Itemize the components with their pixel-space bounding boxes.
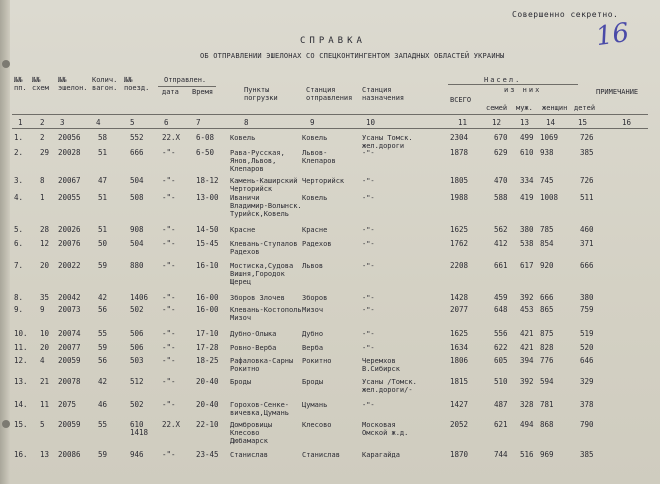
header-col-2 [32, 76, 49, 92]
departure-date-cell: -"- [162, 193, 176, 202]
row-number-cell: 3. [14, 176, 24, 185]
children-cell: 726 [580, 176, 594, 185]
train-number-cell: 508 [130, 193, 144, 202]
families-cell: 459 [494, 293, 508, 302]
departure-date-cell: -"- [162, 225, 176, 234]
column-number: 12 [492, 118, 502, 127]
departure-time-cell: 22-10 [196, 420, 219, 429]
departure-time-cell: 20-40 [196, 377, 219, 386]
children-cell: 385 [580, 450, 594, 459]
echelon-number-cell: 20026 [58, 225, 81, 234]
loading-points-cell: Камень-Каширский Черторийск [230, 177, 298, 193]
column-number: 16 [622, 118, 632, 127]
loading-points-cell: Зборов Злочев [230, 294, 285, 302]
departure-date-cell: 22.X [162, 420, 181, 429]
scheme-number-cell: 20 [40, 343, 50, 352]
header-col-1-text: №№ пп. [14, 76, 27, 92]
children-cell: 329 [580, 377, 594, 386]
children-cell: 726 [580, 133, 594, 142]
departure-date-cell: -"- [162, 400, 176, 409]
row-number-cell: 7. [14, 261, 24, 270]
scheme-number-cell: 9 [40, 305, 45, 314]
train-number-cell: 946 [130, 450, 144, 459]
women-cell: 875 [540, 329, 554, 338]
header-col-10-text: Станция назначения [362, 86, 405, 102]
departure-date-cell: -"- [162, 329, 176, 338]
departure-date-cell: -"- [162, 176, 176, 185]
total-people-cell: 1625 [450, 329, 469, 338]
total-people-cell: 2077 [450, 305, 469, 314]
row-number-cell: 9. [14, 305, 24, 314]
destination-station-cell: -"- [362, 344, 375, 352]
scheme-number-cell: 1 [40, 193, 45, 202]
destination-station-cell: Черемхов В.Сибирск [362, 357, 400, 373]
departure-date-cell: -"- [162, 450, 176, 459]
column-number: 9 [310, 118, 315, 127]
total-people-cell: 2208 [450, 261, 469, 270]
families-cell: 629 [494, 148, 508, 157]
women-cell: 1008 [540, 193, 559, 202]
wagon-count-cell: 56 [98, 305, 108, 314]
women-cell: 781 [540, 400, 554, 409]
departure-station-cell: Зборов [302, 294, 328, 302]
men-cell: 421 [520, 329, 534, 338]
header-col-14: женщин [542, 104, 568, 112]
families-cell: 470 [494, 176, 508, 185]
men-cell: 380 [520, 225, 534, 234]
total-people-cell: 1988 [450, 193, 469, 202]
families-cell: 744 [494, 450, 508, 459]
families-cell: 621 [494, 420, 508, 429]
train-number-cell: 504 [130, 176, 144, 185]
column-number: 5 [130, 118, 135, 127]
total-people-cell: 1625 [450, 225, 469, 234]
departure-time-cell: 15-45 [196, 239, 219, 248]
men-cell: 453 [520, 305, 534, 314]
departure-time-cell: 17-10 [196, 329, 219, 338]
departure-station-cell: Броды [302, 378, 324, 386]
wagon-count-cell: 47 [98, 176, 108, 185]
row-number-cell: 10. [14, 329, 28, 338]
destination-station-cell: -"- [362, 330, 375, 338]
scheme-number-cell: 13 [40, 450, 50, 459]
families-cell: 556 [494, 329, 508, 338]
departure-date-cell: -"- [162, 377, 176, 386]
loading-points-cell: Ровно-Верба [230, 344, 277, 352]
children-cell: 790 [580, 420, 594, 429]
header-iz-nih: из них [504, 86, 542, 94]
departure-station-cell: Мизоч [302, 306, 324, 314]
destination-station-cell: -"- [362, 240, 375, 248]
total-people-cell: 1806 [450, 356, 469, 365]
row-number-cell: 14. [14, 400, 28, 409]
row-number-cell: 6. [14, 239, 24, 248]
destination-station-cell: Московая Омской ж.д. [362, 421, 409, 437]
header-col-16: ПРИМЕЧАНИЕ [596, 88, 639, 96]
wagon-count-cell: 59 [98, 261, 108, 270]
total-people-cell: 1762 [450, 239, 469, 248]
families-cell: 605 [494, 356, 508, 365]
wagon-count-cell: 59 [98, 343, 108, 352]
destination-station-cell: -"- [362, 149, 375, 157]
train-number-cell: 512 [130, 377, 144, 386]
header-col-7: Время [192, 88, 214, 96]
departure-station-cell: Ковель [302, 134, 328, 142]
header-col-5 [124, 76, 149, 92]
header-rule [12, 128, 648, 129]
punch-hole [2, 60, 10, 68]
table-row [0, 451, 660, 479]
column-number: 8 [244, 118, 249, 127]
children-cell: 519 [580, 329, 594, 338]
header-col-5-text: №№ поезд. [124, 76, 150, 92]
total-people-cell: 1870 [450, 450, 469, 459]
men-cell: 538 [520, 239, 534, 248]
families-cell: 412 [494, 239, 508, 248]
echelon-number-cell: 20022 [58, 261, 81, 270]
column-number: 14 [546, 118, 556, 127]
column-number: 3 [60, 118, 65, 127]
men-cell: 419 [520, 193, 534, 202]
train-number-cell: 880 [130, 261, 144, 270]
header-col-9 [306, 86, 352, 102]
departure-time-cell: 14-50 [196, 225, 219, 234]
scheme-number-cell: 10 [40, 329, 50, 338]
men-cell: 499 [520, 133, 534, 142]
otpravlen-rule [158, 86, 216, 87]
men-cell: 394 [520, 356, 534, 365]
scheme-number-cell: 20 [40, 261, 50, 270]
scheme-number-cell: 21 [40, 377, 50, 386]
header-col-13: муж. [516, 104, 533, 112]
echelon-number-cell: 20055 [58, 193, 81, 202]
families-cell: 661 [494, 261, 508, 270]
departure-date-cell: -"- [162, 356, 176, 365]
echelon-number-cell: 20042 [58, 293, 81, 302]
loading-points-cell: Ковель [230, 134, 256, 142]
women-cell: 745 [540, 176, 554, 185]
row-number-cell: 15. [14, 420, 28, 429]
column-number: 4 [96, 118, 101, 127]
children-cell: 378 [580, 400, 594, 409]
echelon-number-cell: 20078 [58, 377, 81, 386]
train-number-cell: 504 [130, 239, 144, 248]
departure-station-cell: Ковель [302, 194, 328, 202]
wagon-count-cell: 51 [98, 225, 108, 234]
header-rule [12, 114, 648, 115]
column-number: 11 [458, 118, 468, 127]
echelon-number-cell: 20074 [58, 329, 81, 338]
departure-time-cell: 20-40 [196, 400, 219, 409]
departure-station-cell: Львов- Клепаров [302, 149, 336, 165]
departure-time-cell: 13-00 [196, 193, 219, 202]
families-cell: 588 [494, 193, 508, 202]
row-number-cell: 13. [14, 377, 28, 386]
departure-date-cell: 22.X [162, 133, 181, 142]
scheme-number-cell: 4 [40, 356, 45, 365]
departure-time-cell: 23-45 [196, 450, 219, 459]
children-cell: 520 [580, 343, 594, 352]
table-row [0, 421, 660, 449]
header-col-1 [14, 76, 27, 92]
departure-station-cell: Рокитно [302, 357, 332, 365]
families-cell: 487 [494, 400, 508, 409]
wagon-count-cell: 56 [98, 356, 108, 365]
women-cell: 666 [540, 293, 554, 302]
loading-points-cell: Броды [230, 378, 252, 386]
loading-points-cell: Горохов-Сенке- вичевка,Цумань [230, 401, 290, 417]
departure-station-cell: Львов [302, 262, 324, 270]
train-number-cell: 502 [130, 305, 144, 314]
header-col-3 [58, 76, 88, 92]
echelon-number-cell: 20076 [58, 239, 81, 248]
men-cell: 334 [520, 176, 534, 185]
scheme-number-cell: 8 [40, 176, 45, 185]
echelon-number-cell: 20086 [58, 450, 81, 459]
wagon-count-cell: 42 [98, 377, 108, 386]
total-people-cell: 1428 [450, 293, 469, 302]
women-cell: 854 [540, 239, 554, 248]
destination-station-cell: -"- [362, 262, 375, 270]
loading-points-cell: Клевань-Костополь Мизоч [230, 306, 302, 322]
column-number: 15 [578, 118, 588, 127]
families-cell: 648 [494, 305, 508, 314]
men-cell: 494 [520, 420, 534, 429]
header-col-2-text: №№ схем [32, 76, 49, 92]
destination-station-cell: Карагайда [362, 451, 400, 459]
loading-points-cell: Рафаловка-Сарны Рокитно [230, 357, 294, 373]
loading-points-cell: Домбровицы Клесово Дюбамарск [230, 421, 273, 445]
families-cell: 622 [494, 343, 508, 352]
scheme-number-cell: 29 [40, 148, 50, 157]
total-people-cell: 2304 [450, 133, 469, 142]
departure-time-cell: 17-28 [196, 343, 219, 352]
wagon-count-cell: 55 [98, 420, 108, 429]
destination-station-cell: Усаны /Томск. жел.дороги/- [362, 378, 417, 394]
header-col-11: ВСЕГО [450, 96, 472, 104]
families-cell: 510 [494, 377, 508, 386]
header-col-4 [92, 76, 117, 92]
men-cell: 421 [520, 343, 534, 352]
destination-station-cell: -"- [362, 401, 375, 409]
header-col-8 [244, 86, 278, 102]
departure-station-cell: Цумань [302, 401, 328, 409]
row-number-cell: 12. [14, 356, 28, 365]
echelon-number-cell: 20056 [58, 133, 81, 142]
train-number-cell: 502 [130, 400, 144, 409]
secrecy-stamp: Совершенно секретно. [512, 10, 619, 19]
header-col-6: дата [162, 88, 179, 96]
scheme-number-cell: 5 [40, 420, 45, 429]
train-number-cell: 908 [130, 225, 144, 234]
women-cell: 920 [540, 261, 554, 270]
handwritten-page-number: 16 [594, 17, 632, 53]
families-cell: 562 [494, 225, 508, 234]
column-number: 2 [40, 118, 45, 127]
women-cell: 594 [540, 377, 554, 386]
row-number-cell: 2. [14, 148, 24, 157]
echelon-number-cell: 20028 [58, 148, 81, 157]
women-cell: 828 [540, 343, 554, 352]
women-cell: 785 [540, 225, 554, 234]
destination-station-cell: Усаны Томск. жел.дороги [362, 134, 413, 150]
column-number: 10 [366, 118, 376, 127]
header-col-12: семей [486, 104, 508, 112]
men-cell: 617 [520, 261, 534, 270]
children-cell: 646 [580, 356, 594, 365]
men-cell: 610 [520, 148, 534, 157]
wagon-count-cell: 58 [98, 133, 108, 142]
departure-station-cell: Верба [302, 344, 324, 352]
wagon-count-cell: 51 [98, 148, 108, 157]
echelon-number-cell: 20073 [58, 305, 81, 314]
departure-time-cell: 6-50 [196, 148, 215, 157]
departure-time-cell: 18-25 [196, 356, 219, 365]
departure-date-cell: -"- [162, 293, 176, 302]
row-number-cell: 11. [14, 343, 28, 352]
destination-station-cell: -"- [362, 194, 375, 202]
scheme-number-cell: 12 [40, 239, 50, 248]
total-people-cell: 1815 [450, 377, 469, 386]
scheme-number-cell: 35 [40, 293, 50, 302]
destination-station-cell: -"- [362, 306, 375, 314]
scheme-number-cell: 11 [40, 400, 50, 409]
total-people-cell: 2052 [450, 420, 469, 429]
train-number-cell: 506 [130, 343, 144, 352]
loading-points-cell: Иваничи Владимир-Волынск. Турийск,Ковель [230, 194, 302, 218]
men-cell: 392 [520, 377, 534, 386]
women-cell: 865 [540, 305, 554, 314]
children-cell: 759 [580, 305, 594, 314]
header-col-15: детей [574, 104, 596, 112]
header-col-10 [362, 86, 404, 102]
train-number-cell: 1406 [130, 293, 149, 302]
children-cell: 380 [580, 293, 594, 302]
wagon-count-cell: 55 [98, 329, 108, 338]
train-number-cell: 506 [130, 329, 144, 338]
total-people-cell: 1878 [450, 148, 469, 157]
women-cell: 868 [540, 420, 554, 429]
document-subtitle: ОБ ОТПРАВЛЕНИИ ЭШЕЛОНАХ СО СПЕЦКОНТИНГЕНТОМ ЗАПАДНЫХ ОБЛАСТЕЙ УКРАИНЫ [200, 52, 505, 60]
destination-station-cell: -"- [362, 294, 375, 302]
departure-station-cell: Черторийск [302, 177, 345, 185]
women-cell: 1069 [540, 133, 559, 142]
wagon-count-cell: 46 [98, 400, 108, 409]
header-col-4-text: Колич. вагон. [92, 76, 118, 92]
departure-station-cell: Клесово [302, 421, 332, 429]
header-col-3-text: №№ эшелон. [58, 76, 88, 92]
train-number-cell: 552 [130, 133, 144, 142]
children-cell: 385 [580, 148, 594, 157]
men-cell: 328 [520, 400, 534, 409]
echelon-number-cell: 20059 [58, 356, 81, 365]
departure-time-cell: 16-00 [196, 305, 219, 314]
column-number: 13 [520, 118, 530, 127]
echelon-number-cell: 20067 [58, 176, 81, 185]
men-cell: 516 [520, 450, 534, 459]
departure-station-cell: Дубно [302, 330, 324, 338]
table-row [0, 149, 660, 177]
departure-time-cell: 16-00 [196, 293, 219, 302]
loading-points-cell: Красне [230, 226, 256, 234]
row-number-cell: 1. [14, 133, 24, 142]
loading-points-cell: Станислав [230, 451, 268, 459]
row-number-cell: 4. [14, 193, 24, 202]
loading-points-cell: Рава-Русская, Янов,Львов, Клепаров [230, 149, 285, 173]
header-col-9-text: Станция отправления [306, 86, 353, 102]
echelon-number-cell: 20077 [58, 343, 81, 352]
column-number: 1 [18, 118, 23, 127]
header-col-8-text: Пункты погрузки [244, 86, 278, 102]
women-cell: 938 [540, 148, 554, 157]
children-cell: 511 [580, 193, 594, 202]
train-number-cell: 610 1418 [130, 420, 149, 437]
wagon-count-cell: 42 [98, 293, 108, 302]
wagon-count-cell: 51 [98, 193, 108, 202]
train-number-cell: 503 [130, 356, 144, 365]
departure-station-cell: Красне [302, 226, 328, 234]
scheme-number-cell: 2 [40, 133, 45, 142]
table-row [0, 194, 660, 222]
column-number: 6 [164, 118, 169, 127]
table-row [0, 262, 660, 290]
echelon-number-cell: 2075 [58, 400, 77, 409]
destination-station-cell: -"- [362, 177, 375, 185]
women-cell: 969 [540, 450, 554, 459]
destination-station-cell: -"- [362, 226, 375, 234]
departure-date-cell: -"- [162, 239, 176, 248]
total-people-cell: 1427 [450, 400, 469, 409]
departure-time-cell: 16-10 [196, 261, 219, 270]
train-number-cell: 666 [130, 148, 144, 157]
departure-time-cell: 18-12 [196, 176, 219, 185]
row-number-cell: 8. [14, 293, 24, 302]
total-people-cell: 1634 [450, 343, 469, 352]
naselenie-rule [448, 84, 578, 85]
children-cell: 666 [580, 261, 594, 270]
departure-date-cell: -"- [162, 261, 176, 270]
children-cell: 460 [580, 225, 594, 234]
loading-points-cell: Мостиска,Судова Вишня,Городок Щерец [230, 262, 294, 286]
women-cell: 776 [540, 356, 554, 365]
departure-date-cell: -"- [162, 343, 176, 352]
column-number: 7 [196, 118, 201, 127]
departure-date-cell: -"- [162, 305, 176, 314]
echelon-number-cell: 20059 [58, 420, 81, 429]
loading-points-cell: Клевань-Ступалов Радехов [230, 240, 298, 256]
families-cell: 670 [494, 133, 508, 142]
children-cell: 371 [580, 239, 594, 248]
header-otpravlen: Отправлен. [164, 76, 207, 84]
document-title: СПРАВКА [300, 36, 366, 46]
total-people-cell: 1805 [450, 176, 469, 185]
departure-time-cell: 6-08 [196, 133, 215, 142]
row-number-cell: 5. [14, 225, 24, 234]
wagon-count-cell: 50 [98, 239, 108, 248]
loading-points-cell: Дубно-Олыка [230, 330, 277, 338]
departure-date-cell: -"- [162, 148, 176, 157]
departure-station-cell: Радехов [302, 240, 332, 248]
departure-station-cell: Станислав [302, 451, 340, 459]
men-cell: 392 [520, 293, 534, 302]
wagon-count-cell: 59 [98, 450, 108, 459]
header-naselenie: Насел. [484, 76, 522, 84]
row-number-cell: 16. [14, 450, 28, 459]
scheme-number-cell: 28 [40, 225, 50, 234]
